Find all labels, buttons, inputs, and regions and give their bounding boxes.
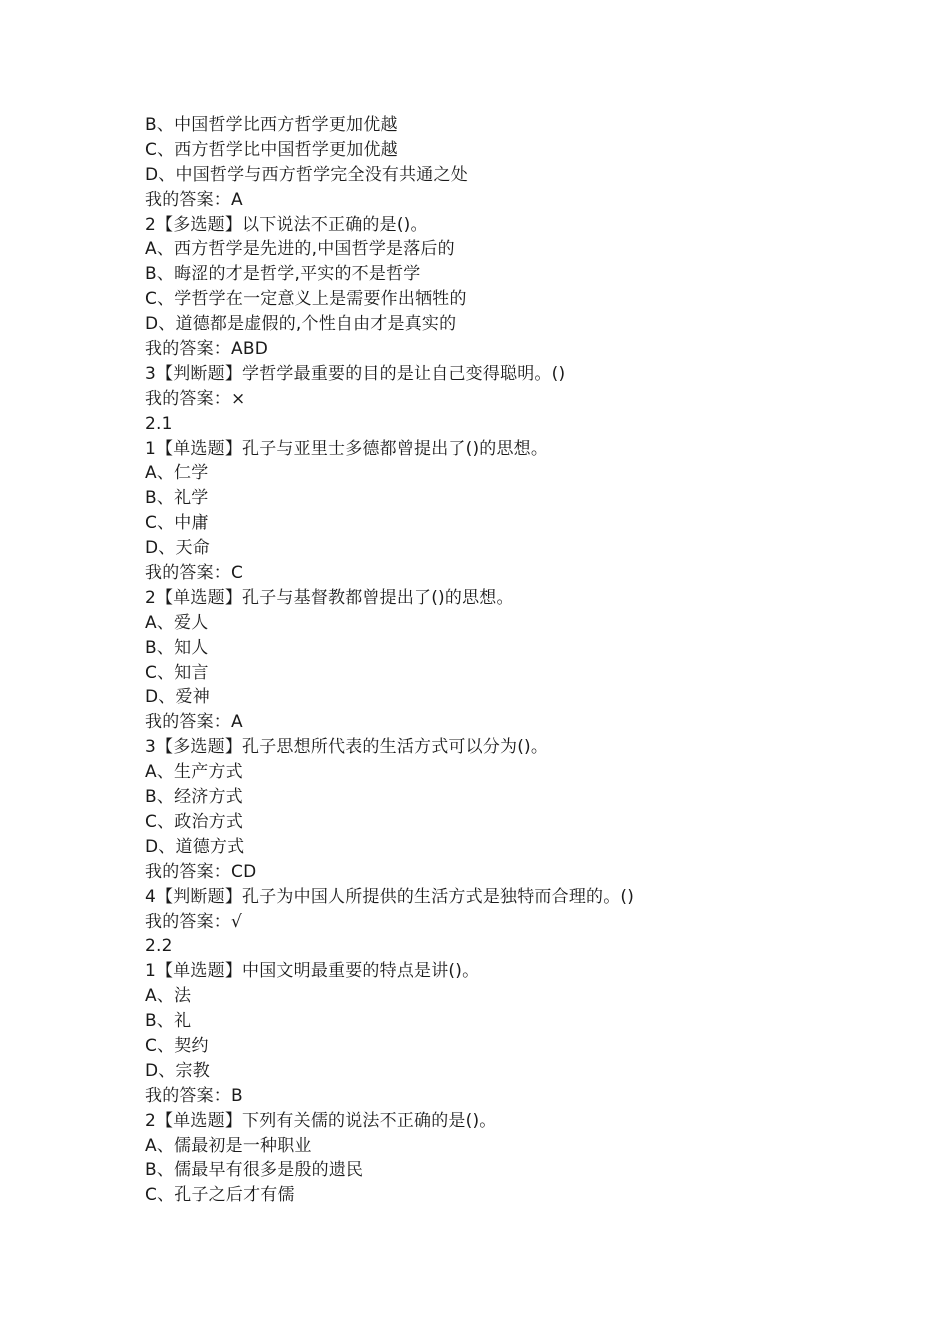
answer-line: 我的答案：C [145, 563, 244, 584]
question-line: 1【单选题】孔子与亚里士多德都曾提出了()的思想。 [145, 438, 549, 459]
answer-line: 我的答案：B [145, 1085, 243, 1106]
answer-line: 我的答案：ABD [145, 339, 268, 360]
option-line: B、中国哲学比西方哲学更加优越 [145, 115, 398, 135]
option-line: A、西方哲学是先进的,中国哲学是落后的 [145, 239, 455, 260]
option-line: C、契约 [145, 1035, 209, 1056]
option-line: D、道德方式 [145, 836, 245, 857]
option-line: C、政治方式 [145, 811, 244, 832]
document-page [145, 113, 845, 1208]
question-line: 4【判断题】孔子为中国人所提供的生活方式是独特而合理的。() [145, 886, 635, 907]
answer-line: 我的答案：× [145, 388, 246, 409]
answer-line: 我的答案：√ [145, 911, 243, 932]
option-line: C、学哲学在一定意义上是需要作出牺牲的 [145, 289, 467, 310]
option-line: B、礼学 [145, 488, 209, 509]
option-line: A、生产方式 [145, 762, 243, 783]
question-line: 2【多选题】以下说法不正确的是()。 [145, 214, 428, 235]
option-line: A、仁学 [145, 463, 209, 484]
question-line: 3【判断题】学哲学最重要的目的是让自己变得聪明。() [145, 363, 566, 384]
question-line: 1【单选题】中国文明最重要的特点是讲()。 [145, 961, 480, 982]
option-line: A、爱人 [145, 612, 209, 633]
option-line: C、西方哲学比中国哲学更加优越 [145, 139, 398, 160]
section-heading: 2.1 [145, 413, 173, 434]
option-line: A、儒最初是一种职业 [145, 1135, 312, 1156]
option-line: B、经济方式 [145, 787, 243, 808]
section-heading: 2.2 [145, 936, 173, 957]
option-line: B、儒最早有很多是殷的遗民 [145, 1160, 364, 1181]
option-line: C、中庸 [145, 513, 209, 534]
answer-line: 我的答案：A [145, 712, 243, 733]
option-line: B、礼 [145, 1011, 192, 1032]
option-line: C、孔子之后才有儒 [145, 1185, 295, 1206]
question-line: 3【多选题】孔子思想所代表的生活方式可以分为()。 [145, 737, 549, 758]
answer-line: 我的答案：A [145, 189, 243, 210]
option-line: B、晦涩的才是哲学,平实的不是哲学 [145, 264, 421, 285]
option-line: B、知人 [145, 637, 209, 658]
option-line: D、道德都是虚假的,个性自由才是真实的 [145, 314, 457, 335]
option-line: D、中国哲学与西方哲学完全没有共通之处 [145, 164, 468, 185]
option-line: A、法 [145, 986, 192, 1007]
answer-line: 我的答案：CD [145, 861, 257, 882]
question-line: 2【单选题】下列有关儒的说法不正确的是()。 [145, 1110, 497, 1131]
question-line: 2【单选题】孔子与基督教都曾提出了()的思想。 [145, 587, 514, 608]
option-line: D、天命 [145, 538, 210, 559]
option-line: D、宗教 [145, 1060, 210, 1081]
option-line: C、知言 [145, 662, 209, 683]
option-line: D、爱神 [145, 687, 210, 708]
